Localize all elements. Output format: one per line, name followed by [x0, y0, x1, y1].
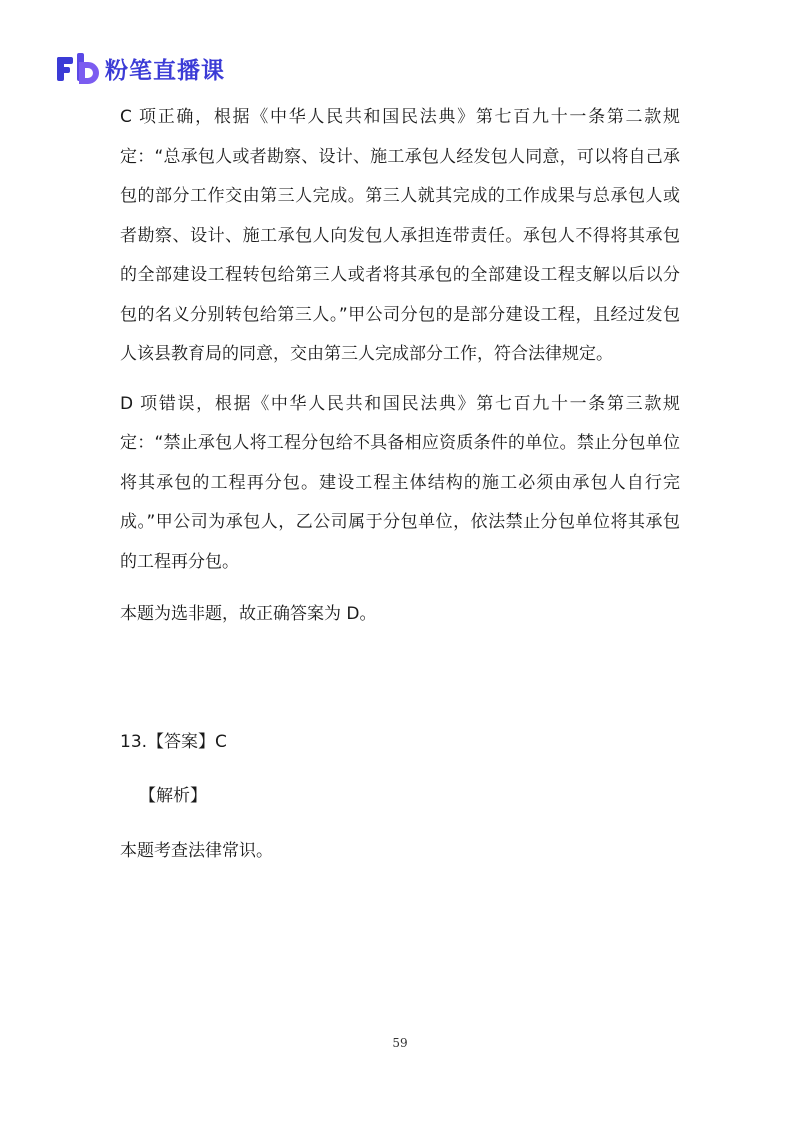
- analysis-label: 【解析】: [139, 786, 207, 806]
- paragraph-conclusion: 本题为选非题，故正确答案为 D。: [120, 604, 377, 624]
- fenbi-logo-icon: [55, 51, 99, 85]
- paragraph-option-c: C 项正确，根据《中华人民共和国民法典》第七百九十一条第二款规定：“总承包人或者勘察、设计、施工承包人经发包人同意，可以将自己承包的部分工作交由第三人完成。第三人就其完成的工作成果与总承包人或者勘察、设计、施工承包人向发包人承担连带责任。承包人不得将其承包的全部建设工程转包给第三人或者将其承包的全部建设工程支解以后以分包的名义分别转包给第三人。”甲公司分包的是部分建设工程，且经过发包人该县教育局的同意，交由第三人完成部分工作，符合法律规定。: [120, 107, 680, 364]
- answer-line: 13.【答案】C: [120, 731, 227, 752]
- header: [55, 48, 225, 88]
- brand-name: 粉笔直播课: [105, 57, 225, 84]
- page-number: 59: [392, 1036, 408, 1050]
- analysis-text: 本题考查法律常识。: [120, 840, 273, 861]
- paragraph-option-d: D 项错误，根据《中华人民共和国民法典》第七百九十一条第三款规定：“禁止承包人将工程分包给不具备相应资质条件的单位。禁止分包单位将其承包的工程再分包。建设工程主体结构的施工必须由承包人自行完成。”甲公司为承包人，乙公司属于分包单位，依法禁止分包单位将其承包的工程再分包。: [120, 393, 680, 572]
- document-body: [120, 98, 680, 871]
